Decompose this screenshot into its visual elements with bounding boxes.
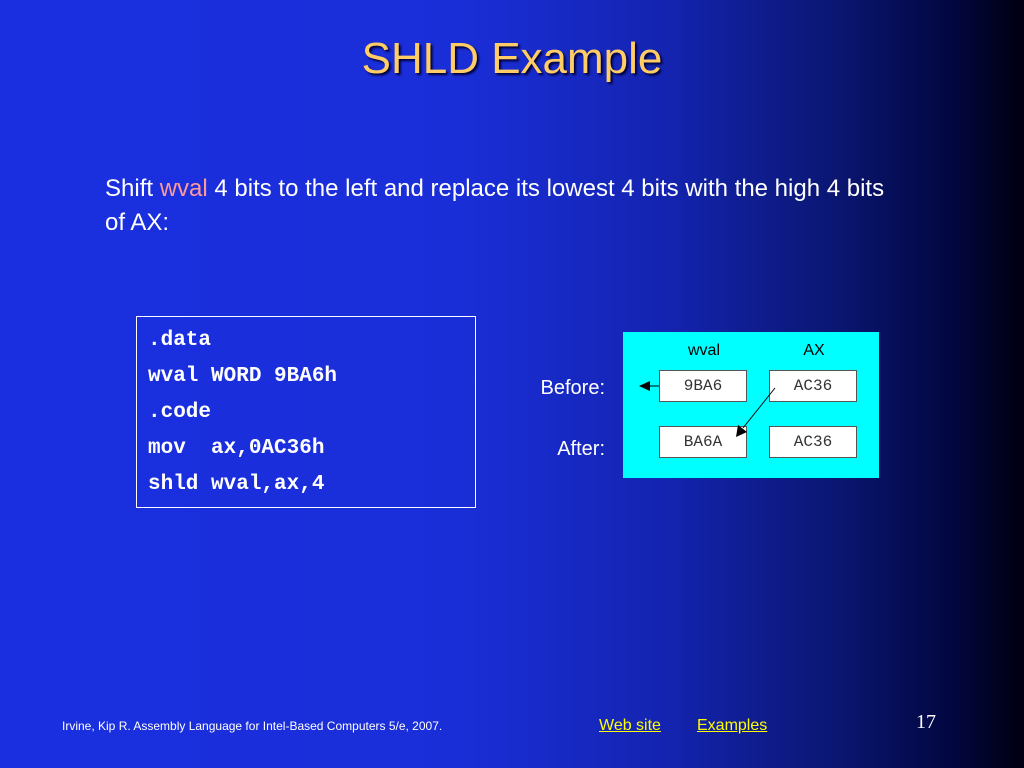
after-label: After: [557, 438, 605, 460]
code-line: mov ax,0AC36h [148, 437, 325, 460]
intro-after: 4 bits to the left and replace its lowest 4 bits with the high 4 bits of AX: [105, 175, 885, 236]
examples-link[interactable]: Examples [697, 717, 768, 734]
slide-title: SHLD Example [361, 34, 663, 83]
intro-before: Shift [105, 175, 160, 202]
shift-arrows [623, 332, 879, 478]
before-ax-register: AC36 [769, 370, 857, 402]
ax-column-header: AX [803, 342, 825, 359]
after-wval-register: BA6A [659, 426, 747, 458]
after-ax-register: AC36 [769, 426, 857, 458]
intro-text [105, 172, 905, 240]
shift-left-arrow-icon [639, 381, 659, 391]
before-label: Before: [540, 377, 605, 399]
code-line: .data [148, 329, 212, 352]
code-box [136, 316, 476, 508]
code-line: shld wval,ax,4 [148, 473, 325, 496]
footer-citation: Irvine, Kip R. Assembly Language for Intel-Based Computers 5/e, 2007. [62, 719, 443, 733]
page-number: 17 [916, 711, 936, 733]
register-diagram [623, 332, 879, 478]
high-bits-arrow-icon [736, 388, 775, 437]
website-link[interactable]: Web site [599, 717, 661, 734]
before-wval-register: 9BA6 [659, 370, 747, 402]
code-line: .code [148, 401, 212, 424]
wval-column-header: wval [687, 342, 720, 359]
intro-highlight: wval [159, 175, 208, 202]
code-line: wval WORD 9BA6h [148, 365, 338, 388]
